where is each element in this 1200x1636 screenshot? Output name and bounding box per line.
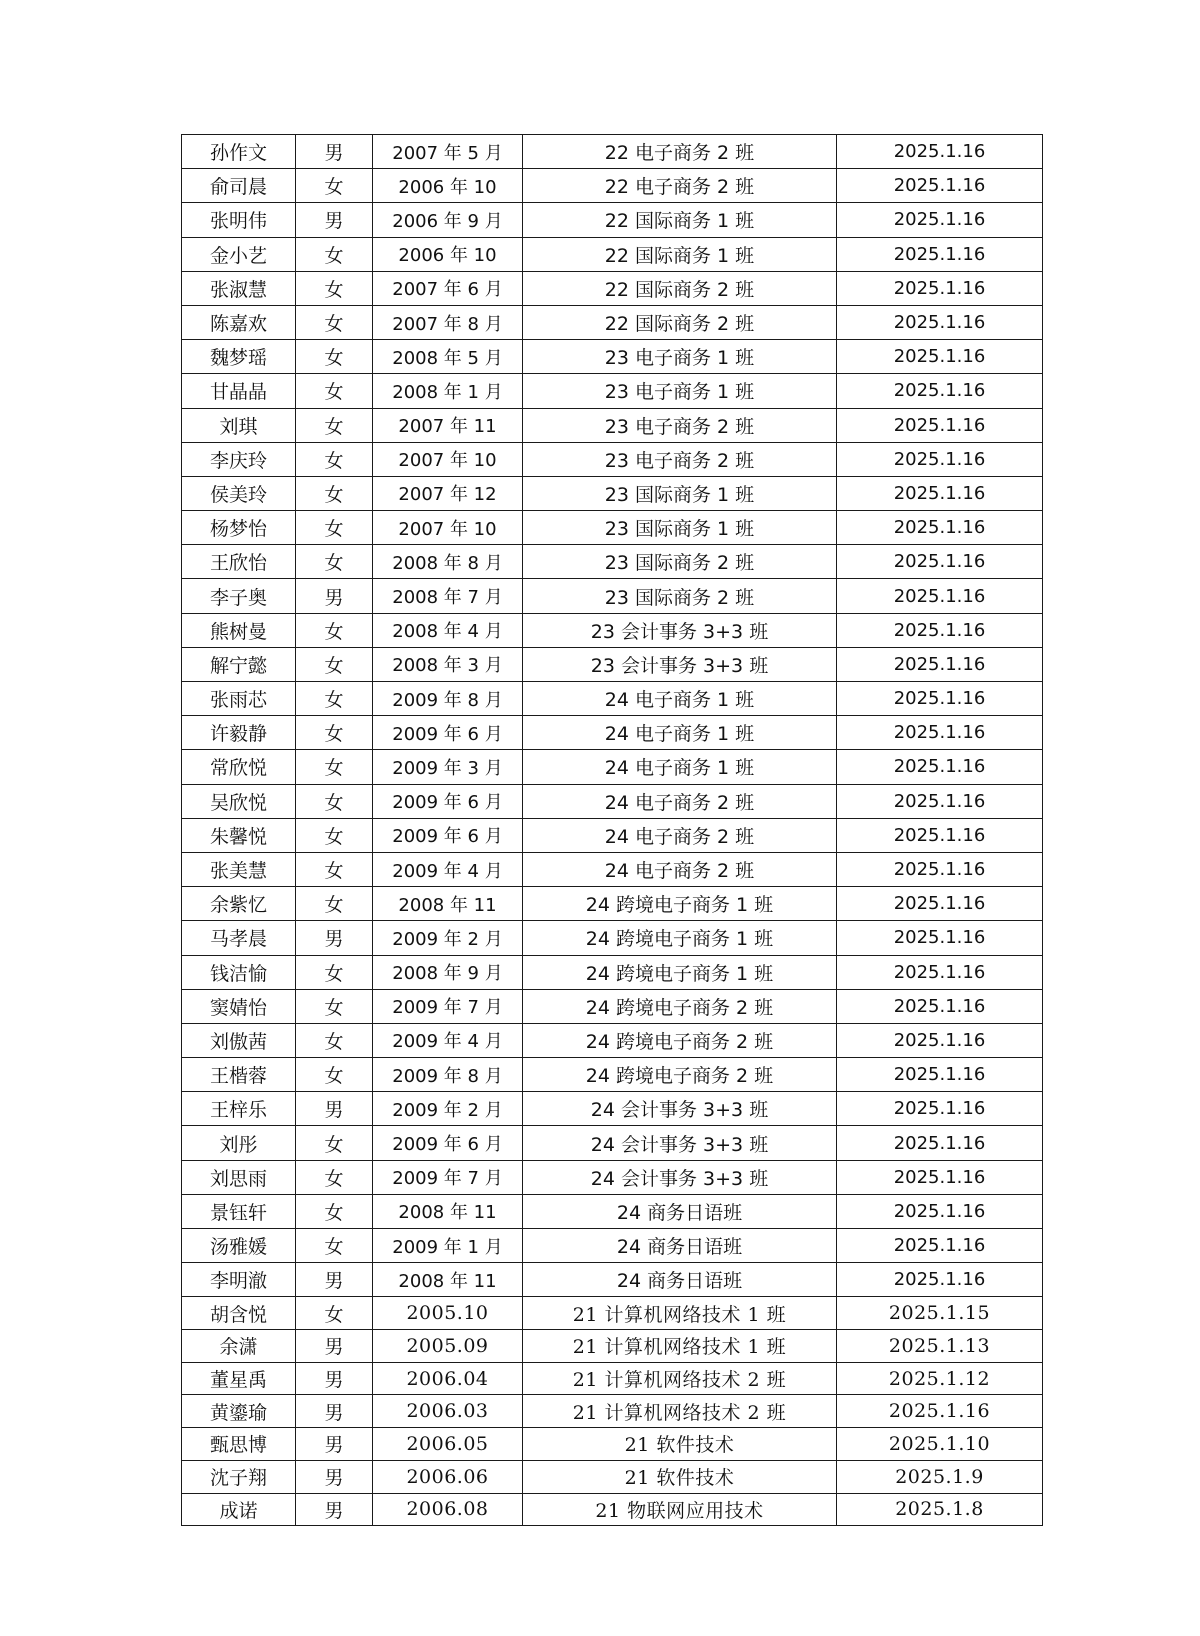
record-date-cell: 2025.1.12 [837,1362,1043,1395]
record-date-cell: 2025.1.10 [837,1428,1043,1461]
birth-date-cell: 2009 年 8 月 [373,682,523,716]
gender-cell: 女 [296,784,373,818]
class-name-cell: 22 电子商务 2 班 [523,135,837,169]
record-date-cell: 2025.1.16 [837,237,1043,271]
record-date-cell: 2025.1.16 [837,374,1043,408]
class-name-cell: 24 会计事务 3+3 班 [523,1160,837,1194]
birth-date-cell: 2008 年 11 [373,1194,523,1228]
table-row [182,989,1043,1023]
record-date-cell: 2025.1.15 [837,1297,1043,1330]
gender-cell: 女 [296,1023,373,1057]
student-name-cell: 张明伟 [182,203,296,237]
record-date-cell: 2025.1.16 [837,1194,1043,1228]
table-row [182,169,1043,203]
student-name-cell: 胡含悦 [182,1297,296,1330]
table-row [182,203,1043,237]
birth-date-cell: 2009 年 3 月 [373,750,523,784]
table-row [182,1330,1043,1363]
class-name-cell: 24 会计事务 3+3 班 [523,1092,837,1126]
birth-date-cell: 2008 年 8 月 [373,545,523,579]
class-name-cell: 23 电子商务 2 班 [523,442,837,476]
table-row [182,271,1043,305]
record-date-cell: 2025.1.16 [837,408,1043,442]
birth-date-cell: 2009 年 7 月 [373,989,523,1023]
gender-cell: 女 [296,169,373,203]
gender-cell: 女 [296,818,373,852]
class-name-cell: 22 电子商务 2 班 [523,169,837,203]
birth-date-cell: 2008 年 7 月 [373,579,523,613]
birth-date-cell: 2007 年 10 [373,442,523,476]
student-name-cell: 张美慧 [182,852,296,886]
table-row [182,750,1043,784]
student-name-cell: 马孝晨 [182,921,296,955]
student-name-cell: 陈嘉欢 [182,305,296,339]
table-row [182,887,1043,921]
record-date-cell: 2025.1.16 [837,750,1043,784]
record-date-cell: 2025.1.16 [837,613,1043,647]
gender-cell: 女 [296,852,373,886]
class-name-cell: 22 国际商务 2 班 [523,271,837,305]
table-row [182,1194,1043,1228]
table-row [182,374,1043,408]
student-name-cell: 景钰轩 [182,1194,296,1228]
gender-cell: 女 [296,1126,373,1160]
gender-cell: 女 [296,1058,373,1092]
birth-date-cell: 2005.09 [373,1330,523,1363]
table-row [182,1263,1043,1297]
record-date-cell: 2025.1.16 [837,545,1043,579]
gender-cell: 女 [296,750,373,784]
class-name-cell: 23 国际商务 1 班 [523,511,837,545]
gender-cell: 女 [296,989,373,1023]
gender-cell: 女 [296,340,373,374]
student-name-cell: 甘晶晶 [182,374,296,408]
gender-cell: 女 [296,1160,373,1194]
gender-cell: 女 [296,408,373,442]
table-row [182,1023,1043,1057]
birth-date-cell: 2007 年 11 [373,408,523,442]
table-row [182,1126,1043,1160]
record-date-cell: 2025.1.16 [837,682,1043,716]
class-name-cell: 24 商务日语班 [523,1194,837,1228]
gender-cell: 女 [296,237,373,271]
gender-cell: 女 [296,305,373,339]
record-date-cell: 2025.1.16 [837,442,1043,476]
birth-date-cell: 2009 年 6 月 [373,818,523,852]
table-row [182,476,1043,510]
record-date-cell: 2025.1.16 [837,1229,1043,1263]
class-name-cell: 21 计算机网络技术 1 班 [523,1297,837,1330]
class-name-cell: 24 电子商务 1 班 [523,716,837,750]
table-row [182,1460,1043,1493]
table-row [182,852,1043,886]
table-row [182,647,1043,681]
gender-cell: 女 [296,955,373,989]
gender-cell: 男 [296,135,373,169]
record-date-cell: 2025.1.16 [837,511,1043,545]
table-row [182,1058,1043,1092]
student-name-cell: 李庆玲 [182,442,296,476]
gender-cell: 男 [296,1362,373,1395]
birth-date-cell: 2006.03 [373,1395,523,1428]
table-row [182,784,1043,818]
birth-date-cell: 2006 年 10 [373,237,523,271]
class-name-cell: 24 电子商务 2 班 [523,784,837,818]
birth-date-cell: 2006 年 9 月 [373,203,523,237]
class-name-cell: 24 电子商务 2 班 [523,818,837,852]
table-row [182,408,1043,442]
gender-cell: 男 [296,1460,373,1493]
birth-date-cell: 2007 年 6 月 [373,271,523,305]
birth-date-cell: 2007 年 10 [373,511,523,545]
gender-cell: 女 [296,442,373,476]
gender-cell: 女 [296,271,373,305]
student-name-cell: 钱洁愉 [182,955,296,989]
student-name-cell: 余紫忆 [182,887,296,921]
class-name-cell: 21 计算机网络技术 2 班 [523,1395,837,1428]
record-date-cell: 2025.1.16 [837,818,1043,852]
table-row [182,1160,1043,1194]
student-name-cell: 杨梦怡 [182,511,296,545]
class-name-cell: 23 国际商务 2 班 [523,545,837,579]
birth-date-cell: 2006.06 [373,1460,523,1493]
student-name-cell: 成诺 [182,1493,296,1526]
table-row [182,579,1043,613]
class-name-cell: 24 商务日语班 [523,1229,837,1263]
student-name-cell: 王楷蓉 [182,1058,296,1092]
student-name-cell: 张淑慧 [182,271,296,305]
student-name-cell: 董星禹 [182,1362,296,1395]
record-date-cell: 2025.1.8 [837,1493,1043,1526]
record-date-cell: 2025.1.9 [837,1460,1043,1493]
student-name-cell: 窦婧怡 [182,989,296,1023]
birth-date-cell: 2007 年 5 月 [373,135,523,169]
table-row [182,135,1043,169]
record-date-cell: 2025.1.16 [837,1263,1043,1297]
class-name-cell: 21 软件技术 [523,1428,837,1461]
gender-cell: 男 [296,1092,373,1126]
student-name-cell: 刘傲茜 [182,1023,296,1057]
table-row [182,955,1043,989]
record-date-cell: 2025.1.16 [837,579,1043,613]
table-row [182,1297,1043,1330]
record-date-cell: 2025.1.16 [837,1160,1043,1194]
class-name-cell: 22 国际商务 2 班 [523,305,837,339]
record-date-cell: 2025.1.16 [837,955,1043,989]
gender-cell: 女 [296,682,373,716]
student-name-cell: 侯美玲 [182,476,296,510]
student-name-cell: 黄鎏瑜 [182,1395,296,1428]
birth-date-cell: 2008 年 11 [373,1263,523,1297]
record-date-cell: 2025.1.16 [837,1023,1043,1057]
record-date-cell: 2025.1.16 [837,476,1043,510]
table-row [182,1092,1043,1126]
gender-cell: 男 [296,1395,373,1428]
record-date-cell: 2025.1.13 [837,1330,1043,1363]
birth-date-cell: 2006.05 [373,1428,523,1461]
gender-cell: 女 [296,1297,373,1330]
birth-date-cell: 2009 年 2 月 [373,921,523,955]
class-name-cell: 24 跨境电子商务 1 班 [523,955,837,989]
table-row [182,545,1043,579]
birth-date-cell: 2008 年 5 月 [373,340,523,374]
student-name-cell: 金小艺 [182,237,296,271]
student-name-cell: 朱馨悦 [182,818,296,852]
student-name-cell: 王梓乐 [182,1092,296,1126]
class-name-cell: 24 电子商务 2 班 [523,852,837,886]
birth-date-cell: 2009 年 8 月 [373,1058,523,1092]
birth-date-cell: 2008 年 11 [373,887,523,921]
table-row [182,682,1043,716]
student-name-cell: 刘琪 [182,408,296,442]
birth-date-cell: 2009 年 4 月 [373,1023,523,1057]
class-name-cell: 21 计算机网络技术 2 班 [523,1362,837,1395]
gender-cell: 男 [296,1428,373,1461]
student-name-cell: 王欣怡 [182,545,296,579]
birth-date-cell: 2006.08 [373,1493,523,1526]
gender-cell: 男 [296,579,373,613]
class-name-cell: 21 计算机网络技术 1 班 [523,1330,837,1363]
record-date-cell: 2025.1.16 [837,203,1043,237]
record-date-cell: 2025.1.16 [837,921,1043,955]
class-name-cell: 23 电子商务 1 班 [523,340,837,374]
table-row [182,1395,1043,1428]
record-date-cell: 2025.1.16 [837,647,1043,681]
class-name-cell: 24 会计事务 3+3 班 [523,1126,837,1160]
birth-date-cell: 2006 年 10 [373,169,523,203]
gender-cell: 男 [296,1330,373,1363]
birth-date-cell: 2007 年 8 月 [373,305,523,339]
birth-date-cell: 2008 年 1 月 [373,374,523,408]
record-date-cell: 2025.1.16 [837,271,1043,305]
student-name-cell: 许毅静 [182,716,296,750]
table-row [182,1428,1043,1461]
birth-date-cell: 2009 年 6 月 [373,1126,523,1160]
gender-cell: 女 [296,476,373,510]
class-name-cell: 23 电子商务 2 班 [523,408,837,442]
student-name-cell: 吴欣悦 [182,784,296,818]
class-name-cell: 22 国际商务 1 班 [523,237,837,271]
table-row [182,237,1043,271]
record-date-cell: 2025.1.16 [837,989,1043,1023]
record-date-cell: 2025.1.16 [837,784,1043,818]
student-name-cell: 刘彤 [182,1126,296,1160]
class-name-cell: 22 国际商务 1 班 [523,203,837,237]
gender-cell: 男 [296,203,373,237]
student-name-cell: 魏梦瑶 [182,340,296,374]
record-date-cell: 2025.1.16 [837,1126,1043,1160]
roster-body [182,135,1043,1526]
gender-cell: 女 [296,887,373,921]
class-name-cell: 24 电子商务 1 班 [523,682,837,716]
student-roster-table [181,134,1043,1526]
table-row [182,921,1043,955]
record-date-cell: 2025.1.16 [837,1058,1043,1092]
record-date-cell: 2025.1.16 [837,852,1043,886]
class-name-cell: 23 国际商务 2 班 [523,579,837,613]
student-name-cell: 李明澈 [182,1263,296,1297]
gender-cell: 女 [296,1194,373,1228]
gender-cell: 女 [296,374,373,408]
birth-date-cell: 2008 年 9 月 [373,955,523,989]
student-name-cell: 解宁懿 [182,647,296,681]
table-row [182,818,1043,852]
class-name-cell: 24 跨境电子商务 2 班 [523,989,837,1023]
class-name-cell: 24 电子商务 1 班 [523,750,837,784]
class-name-cell: 23 会计事务 3+3 班 [523,613,837,647]
student-name-cell: 俞司晨 [182,169,296,203]
gender-cell: 女 [296,613,373,647]
class-name-cell: 24 跨境电子商务 2 班 [523,1058,837,1092]
class-name-cell: 24 跨境电子商务 1 班 [523,887,837,921]
student-name-cell: 沈子翔 [182,1460,296,1493]
gender-cell: 女 [296,647,373,681]
birth-date-cell: 2009 年 6 月 [373,716,523,750]
gender-cell: 男 [296,921,373,955]
student-name-cell: 熊树曼 [182,613,296,647]
class-name-cell: 21 物联网应用技术 [523,1493,837,1526]
class-name-cell: 23 电子商务 1 班 [523,374,837,408]
gender-cell: 女 [296,1229,373,1263]
class-name-cell: 21 软件技术 [523,1460,837,1493]
student-name-cell: 常欣悦 [182,750,296,784]
class-name-cell: 24 商务日语班 [523,1263,837,1297]
gender-cell: 男 [296,1493,373,1526]
student-name-cell: 刘思雨 [182,1160,296,1194]
student-name-cell: 李子奥 [182,579,296,613]
record-date-cell: 2025.1.16 [837,135,1043,169]
gender-cell: 女 [296,511,373,545]
student-name-cell: 甄思博 [182,1428,296,1461]
birth-date-cell: 2007 年 12 [373,476,523,510]
table-row [182,340,1043,374]
record-date-cell: 2025.1.16 [837,887,1043,921]
record-date-cell: 2025.1.16 [837,340,1043,374]
gender-cell: 女 [296,545,373,579]
birth-date-cell: 2009 年 6 月 [373,784,523,818]
record-date-cell: 2025.1.16 [837,169,1043,203]
table-row [182,1362,1043,1395]
table-row [182,305,1043,339]
table-row [182,442,1043,476]
table-row [182,613,1043,647]
birth-date-cell: 2008 年 4 月 [373,613,523,647]
class-name-cell: 23 会计事务 3+3 班 [523,647,837,681]
gender-cell: 女 [296,716,373,750]
class-name-cell: 23 国际商务 1 班 [523,476,837,510]
student-name-cell: 汤雅媛 [182,1229,296,1263]
birth-date-cell: 2008 年 3 月 [373,647,523,681]
table-row [182,1493,1043,1526]
record-date-cell: 2025.1.16 [837,716,1043,750]
table-row [182,716,1043,750]
birth-date-cell: 2009 年 1 月 [373,1229,523,1263]
class-name-cell: 24 跨境电子商务 1 班 [523,921,837,955]
class-name-cell: 24 跨境电子商务 2 班 [523,1023,837,1057]
birth-date-cell: 2006.04 [373,1362,523,1395]
record-date-cell: 2025.1.16 [837,305,1043,339]
student-name-cell: 张雨芯 [182,682,296,716]
table-row [182,1229,1043,1263]
table-row [182,511,1043,545]
birth-date-cell: 2009 年 4 月 [373,852,523,886]
gender-cell: 男 [296,1263,373,1297]
record-date-cell: 2025.1.16 [837,1395,1043,1428]
student-name-cell: 余潇 [182,1330,296,1363]
student-name-cell: 孙作文 [182,135,296,169]
birth-date-cell: 2005.10 [373,1297,523,1330]
birth-date-cell: 2009 年 7 月 [373,1160,523,1194]
birth-date-cell: 2009 年 2 月 [373,1092,523,1126]
record-date-cell: 2025.1.16 [837,1092,1043,1126]
